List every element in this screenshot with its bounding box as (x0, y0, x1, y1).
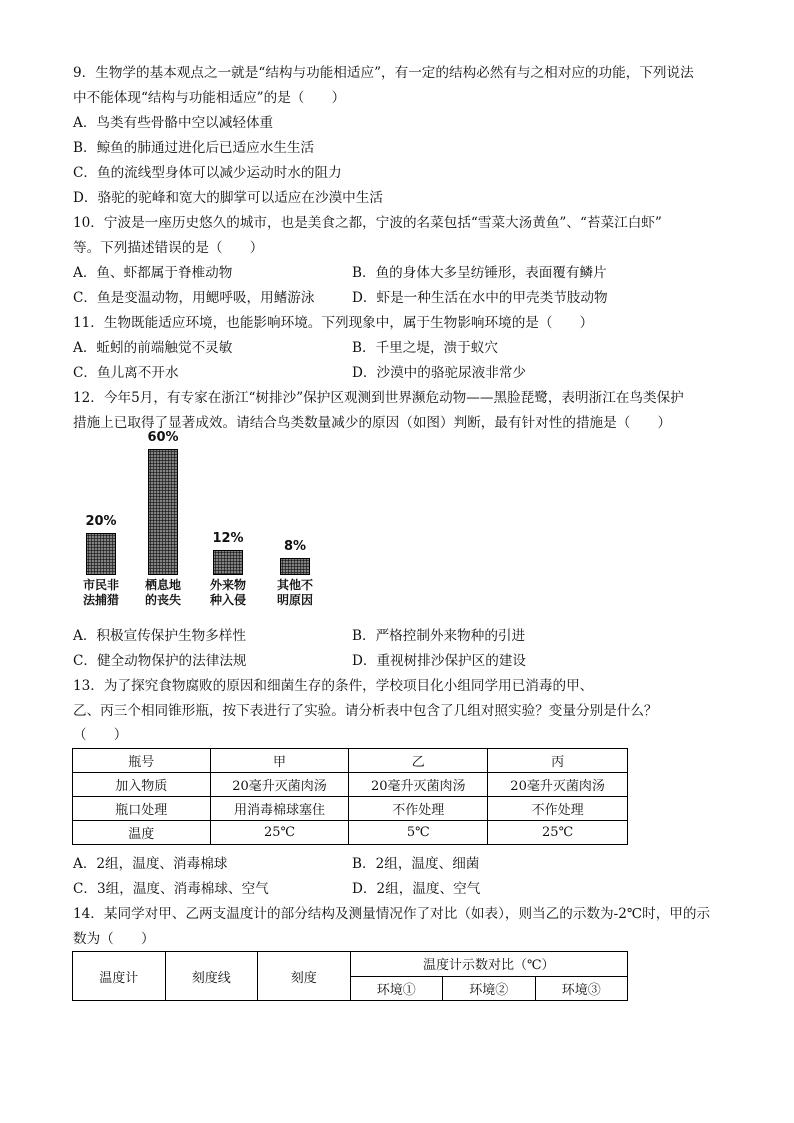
table-row (73, 773, 628, 797)
chart-data-label: 60% (147, 430, 179, 445)
q10-option-b: B．鱼的身体大多呈纺锤形，表面覆有鳞片 (352, 265, 607, 281)
chart-data-label: 12% (212, 530, 244, 546)
table-cell: 环境① (350, 976, 443, 1001)
q14-stem-line2: 数为（ ） (73, 931, 155, 947)
table-cell: 环境③ (535, 976, 628, 1001)
chart-data-label: 20% (85, 514, 117, 529)
table-cell: 5℃ (349, 821, 488, 845)
chart-data-label: 8% (283, 539, 307, 555)
chart-category-label: 外来物 种入侵 (209, 578, 246, 607)
q9-option-b: B．鲸鱼的肺通过进化后已适应水生生活 (73, 140, 315, 156)
q11-option-d: D．沙漠中的骆驼尿液非常少 (352, 365, 527, 381)
q10-option-c: C．鱼是变温动物，用鳃呼吸，用鳍游泳 (73, 290, 315, 306)
table-cell: 甲 (210, 749, 349, 773)
q13-stem-line1: 13．为了探究食物腐败的原因和细菌生存的条件，学校项目化小组同学用已消毒的甲、 (73, 678, 594, 694)
q11-stem: 11．生物既能适应环境，也能影响环境。下列现象中，属于生物影响环境的是（ ） (73, 315, 594, 331)
table-cell: 瓶号 (73, 749, 211, 773)
q10-stem-line2: 等。下列描述错误的是（ ） (73, 240, 264, 256)
q12-stem-line1: 12．今年5月，有专家在浙江“树排沙”保护区观测到世界濒危动物——黑脸琵鹭，表明浙江在鸟类保护 (73, 390, 684, 406)
chart-bar (86, 533, 116, 575)
table-cell: 环境② (443, 976, 536, 1001)
q13-option-b: B．2组，温度、细菌 (352, 856, 480, 872)
chart-category-label: 市民非 法捕猎 (82, 578, 119, 607)
q9-stem-line2: 中不能体现“结构与功能相适应”的是（ ） (73, 90, 346, 106)
table-cell: 用消毒棉球塞住 (210, 797, 349, 821)
table-cell: 不作处理 (349, 797, 488, 821)
q9-option-d: D．骆驼的驼峰和宽大的脚掌可以适应在沙漠中生活 (73, 190, 383, 206)
table-cell: 丙 (488, 749, 628, 773)
q13-option-c: C．3组，温度、消毒棉球、空气 (73, 881, 269, 897)
q10-stem-line1: 10．宁波是一座历史悠久的城市，也是美食之都，宁波的名菜包括“雪菜大汤黄鱼”、“苔菜江白虾” (73, 215, 662, 231)
table-cell: 20毫升灭菌肉汤 (488, 773, 628, 797)
table-cell: 刻度线 (165, 952, 258, 1001)
q14-stem-line1: 14．某同学对甲、乙两支温度计的部分结构及测量情况作了对比（如表），则当乙的示数为-2℃时，甲的示 (73, 906, 711, 922)
q13-option-a: A．2组，温度、消毒棉球 (73, 856, 228, 872)
table-header-row (73, 749, 628, 773)
table-cell: 20毫升灭菌肉汤 (210, 773, 349, 797)
chart-bar (148, 449, 178, 575)
table-cell: 刻度 (258, 952, 351, 1001)
q9-option-c: C．鱼的流线型身体可以减少运动时水的阻力 (73, 165, 342, 181)
bird-decline-bar-chart (70, 430, 330, 620)
chart-category-label: 栖息地 的丧失 (144, 578, 181, 607)
q12-option-d: D．重视树排沙保护区的建设 (352, 653, 527, 669)
table-cell: 25℃ (210, 821, 349, 845)
table-header-row (73, 952, 628, 977)
q14-thermometer-table (72, 951, 628, 1001)
q9-stem-line1: 9．生物学的基本观点之一就是“结构与功能相适应”，有一定的结构必然有与之相对应的功能，下列说法 (73, 65, 694, 81)
q13-stem-line3: （ ） (73, 727, 128, 743)
q12-option-b: B．严格控制外来物种的引进 (352, 628, 526, 644)
q11-option-c: C．鱼儿离不开水 (73, 365, 179, 381)
chart-category-label: 其他不 明原因 (276, 578, 313, 607)
q13-experiment-table (72, 748, 628, 845)
q11-option-a: A．蚯蚓的前端触觉不灵敏 (73, 340, 233, 356)
q10-option-a: A．鱼、虾都属于脊椎动物 (73, 265, 233, 281)
table-cell: 25℃ (488, 821, 628, 845)
table-row (73, 821, 628, 845)
table-cell: 温度计示数对比（℃） (350, 952, 628, 977)
q13-option-d: D．2组，温度、空气 (352, 881, 481, 897)
table-cell: 温度计 (73, 952, 166, 1001)
table-cell: 不作处理 (488, 797, 628, 821)
q11-option-b: B．千里之堤，溃于蚁穴 (352, 340, 498, 356)
q9-option-a: A．鸟类有些骨骼中空以减轻体重 (73, 115, 274, 131)
chart-bar (213, 550, 243, 575)
table-cell: 温度 (73, 821, 211, 845)
table-cell: 加入物质 (73, 773, 211, 797)
table-row (73, 797, 628, 821)
q12-option-a: A．积极宣传保护生物多样性 (73, 628, 246, 644)
q12-stem-line2: 措施上已取得了显著成效。请结合鸟类数量减少的原因（如图）判断，最有针对性的措施是（ ） (73, 415, 672, 431)
q13-stem-line2: 乙、丙三个相同锥形瓶，按下表进行了实验。请分析表中包含了几组对照实验？变量分别是什么？ (73, 703, 658, 719)
q12-option-c: C．健全动物保护的法律法规 (73, 653, 247, 669)
table-cell: 乙 (349, 749, 488, 773)
q10-option-d: D．虾是一种生活在水中的甲壳类节肢动物 (352, 290, 608, 306)
table-cell: 20毫升灭菌肉汤 (349, 773, 488, 797)
table-cell: 瓶口处理 (73, 797, 211, 821)
chart-bar (280, 558, 310, 575)
